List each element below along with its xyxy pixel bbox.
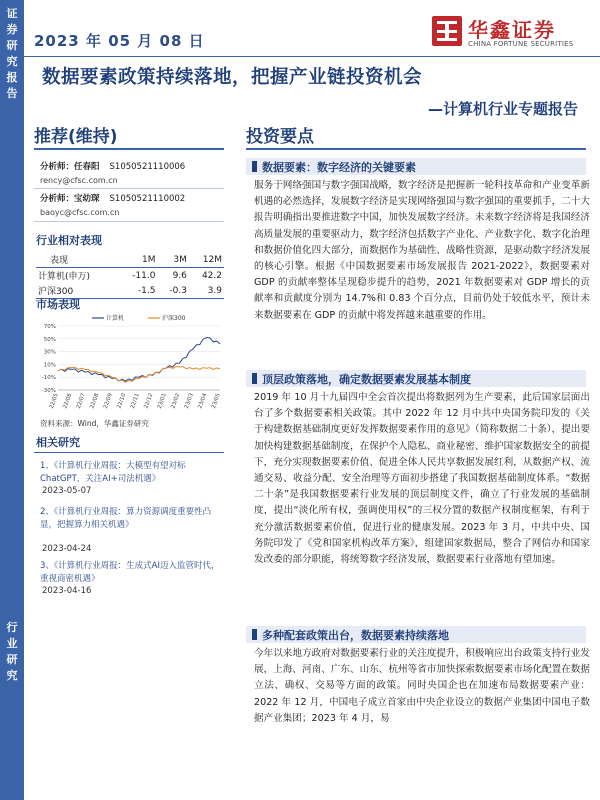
investment-highlights-heading: 投资要点 — [246, 127, 314, 147]
rating-heading: 推荐(维持) — [34, 127, 118, 147]
section-marker-icon — [252, 161, 257, 172]
x-tick-label: 23/05 — [210, 392, 222, 410]
section-body-policy: 2019 年 10 月十九届四中全会首次提出将数据列为生产要素，此后国家层面出台了多个数据要素相关政策。其中 2022 年 12 月中共中央国务院印发的《关于构建数据基础制度更好发挥数据要素作用的意见》（简称数据二十条），提出要加快构建数据基础制度，在保护个人隐私、商业秘密、维护国家数据安全的前提下，充分实现数据要素价值、促进全体人民共享数据发展红利，从数据产权、流通交易、收益分配、安全治理等方面初步搭建了我国数据基础制度体系。“数据二十条”是我国数据要素行业发展的顶层制度文件，确立了行业发展的基础制度，提出“淡化所有权，强调使用权”的三权分置的数据产权制度框架，有利于充分激活数据要素价值，促进行业的健康发展。2023 年 3 月，中共中央、国务院印发了《党和国家机构改革方案》，组建国家数据局，整合了网信办和国家发改委的部分职能，将统筹数字经济发展，数据要素行业落地有望加速。 — [254, 392, 590, 566]
left-color-bar — [0, 0, 24, 800]
related-report-link[interactable]: 2、《计算机行业周报：算力资源调度重要性凸显，把握算力相关机遇》 — [40, 507, 212, 530]
report-subtitle: —计算机行业专题报告 — [427, 100, 578, 118]
x-tick-label: 23/04 — [197, 392, 209, 410]
y-tick-label: 30% — [43, 349, 56, 356]
y-tick-label: -30% — [41, 388, 56, 394]
related-research-title: 相关研究 — [36, 436, 80, 449]
x-tick-label: 22/09 — [102, 392, 114, 410]
y-tick-label: 50% — [43, 336, 56, 343]
analyst-1: 分析师：任春阳 S1050521110006 — [40, 162, 186, 172]
analyst-divider — [34, 221, 224, 222]
related-report-date: 2023-05-07 — [42, 486, 92, 496]
market-performance-title: 市场表现 — [36, 298, 80, 311]
x-tick-label: 23/01 — [156, 392, 168, 410]
brand-subtitle: CHINA FORTUNE SECURITIES — [468, 40, 574, 48]
series-line-computer — [58, 338, 220, 382]
x-tick-label: 22/11 — [129, 392, 141, 410]
series-line-hs300 — [58, 367, 220, 383]
x-tick-label: 22/06 — [62, 392, 74, 410]
brand-name: 华鑫证券 — [468, 18, 556, 42]
related-report-link[interactable]: 1、《计算机行业周报：大模型有望对标ChatGPT，关注AI+司法机遇》 — [40, 461, 186, 484]
y-tick-label: 10% — [43, 362, 56, 369]
x-tick-label: 22/07 — [75, 392, 87, 410]
x-tick-label: 22/12 — [143, 392, 155, 410]
chart-source-note: 资料来源：Wind，华鑫证券研究 — [40, 419, 149, 428]
industry-performance-title: 行业相对表现 — [36, 234, 102, 247]
right-heading-rule — [246, 148, 586, 150]
report-date: 2023 年 05 月 08 日 — [34, 32, 205, 50]
related-report-date: 2023-04-24 — [42, 544, 92, 554]
section-body-supporting-policies: 今年以来地方政府对数据要素行业的关注度提升，积极响应出台政策支持行业发展，上海、河南、广东、山东、杭州等省市加快探索数据要素市场化配置在数据立法、确权、交易等方面的政策。同时央国企也在加速布局数据要素产业：2022 年 12 月，中国电子成立首家由中央企业设立的数据产业集团中国电子数据产业集团；2023 年 4 月，易 — [254, 648, 590, 724]
related-report-date: 2023-04-16 — [42, 586, 92, 596]
section-heading-policy: 顶层政策落地，确定数据要素发展基本制度 — [246, 370, 586, 387]
x-tick-label: 22/08 — [89, 392, 101, 410]
analyst-divider — [34, 188, 224, 189]
performance-table — [36, 252, 224, 299]
y-tick-label: -10% — [41, 375, 56, 382]
section-heading-supporting-policies: 多种配套政策出台，数据要素持续落地 — [246, 626, 586, 643]
industry-research-vertical-label: 行 业 研 究 — [6, 621, 18, 682]
market-performance-chart — [34, 310, 226, 418]
section-body-data-element: 服务于网络强国与数字强国战略，数字经济是把握新一轮科技革命和产业变革新机遇的必然选择，发展数字经济是实现网络强国与数字强国的重要抓手，二十大报告明确指出要推进数字中国，加快发展数字经济。未来数字经济将是我国经济高质量发展的重要驱动力，数字经济包括数字产业化、产业数字化、数字化治理和数据价值化四大部分，而数据作为基础性、战略性资源，是驱动数字经济发展的核心引擎。根据《中国数据要素市场发展报告 2021-2022》，数据要素对 GDP 的贡献率整体呈现稳步提升的趋势，2021 年数据要素对 GDP 增长的贡献率和贡献度分别为 14.7%和 0.83 个百分点，目前仍处于较低水平，预计未来数据要素在 GDP 的贡献中将发挥越来越重要的作用。 — [254, 180, 590, 321]
x-tick-label: 23/03 — [183, 392, 195, 410]
legend-label: 沪深300 — [162, 315, 186, 322]
report-title: 数据要素政策持续落地，把握产业链投资机会 — [42, 67, 423, 88]
section-heading-data-element: 数据要素：数字经济的关键要素 — [246, 158, 586, 175]
table-row: 沪深300 -1.5 -0.3 3.9 — [36, 283, 224, 299]
legend-label: 计算机 — [106, 315, 125, 322]
analyst-2-email[interactable]: baoyc@cfsc.com.cn — [40, 208, 120, 217]
header-divider — [24, 56, 600, 57]
analyst-1-email[interactable]: rency@cfsc.com.cn — [40, 176, 118, 185]
analyst-2: 分析师：宝幼琛 S1050521110002 — [40, 194, 186, 204]
left-heading-rule — [34, 148, 224, 150]
y-tick-label: 70% — [43, 324, 56, 330]
section-marker-icon — [252, 629, 257, 640]
related-research-rule — [34, 452, 224, 453]
related-report-link[interactable]: 3、《计算机行业周报：生成式AI迈入监管时代，重视商密机遇》 — [40, 561, 220, 584]
x-tick-label: 22/10 — [116, 392, 128, 410]
table-header-row: 表现 1M 3M 12M — [36, 252, 224, 268]
x-tick-label: 22/05 — [48, 392, 60, 410]
company-logo — [432, 14, 592, 56]
x-tick-label: 23/02 — [170, 392, 182, 410]
logo-mark-icon — [432, 16, 462, 46]
section-marker-icon — [252, 373, 257, 384]
table-row: 计算机(申万) -11.0 9.6 42.2 — [38, 270, 222, 282]
report-type-vertical-label: 证 券 研 究 报 告 — [6, 7, 18, 100]
